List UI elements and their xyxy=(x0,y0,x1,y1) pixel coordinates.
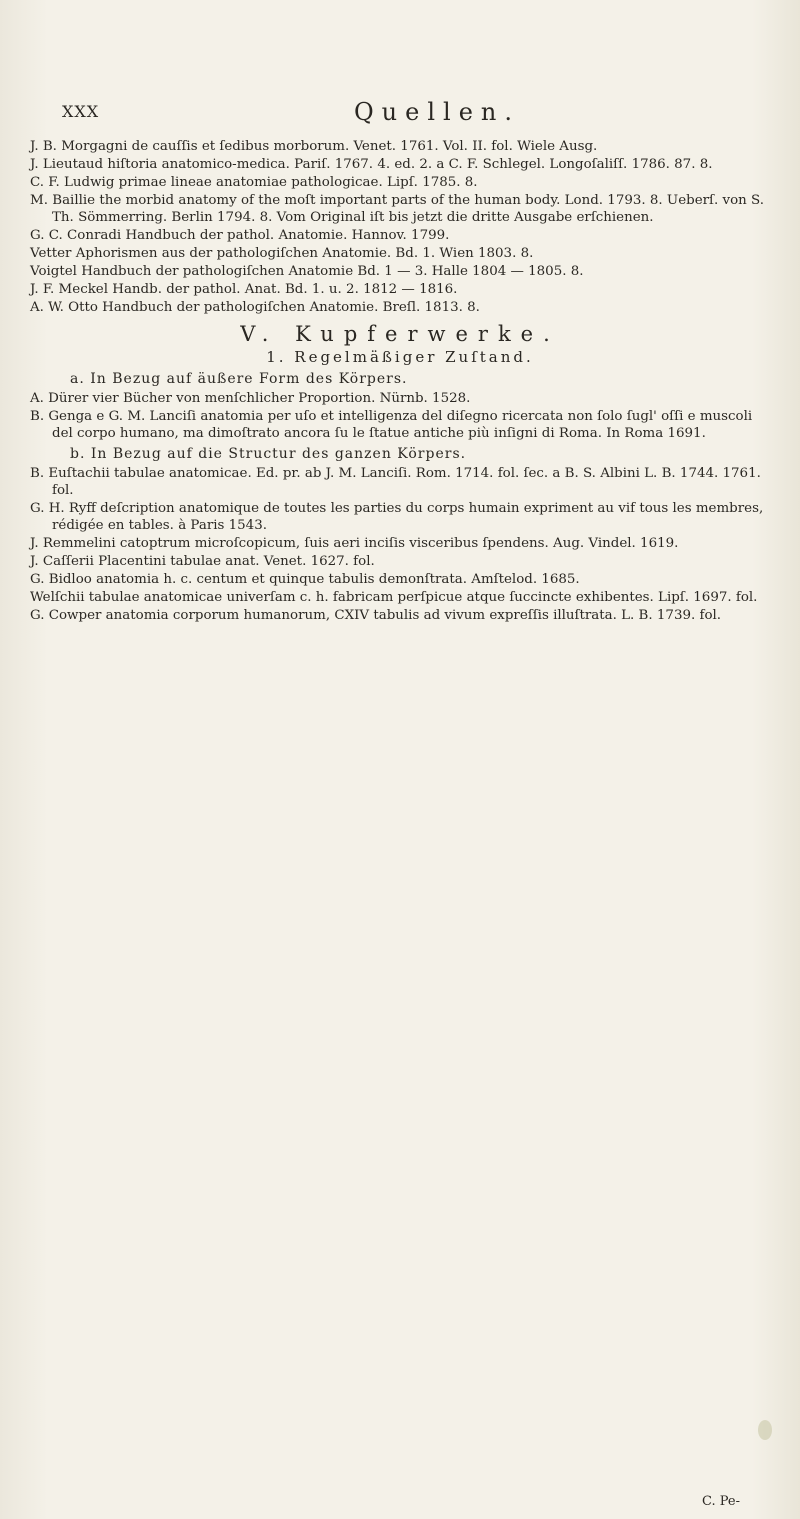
bibliography-entry: G. Cowper anatomia corporum humanorum, CXIV tabulis ad vivum expreſſis illuſtrata. L. B. 1739. fol. xyxy=(30,608,722,623)
running-title: Quellen. xyxy=(354,98,520,126)
bibliography-entry: Vetter Aphorismen aus der pathologiſchen Anatomie. Bd. 1. Wien 1803. 8. xyxy=(30,246,534,261)
paper-stain xyxy=(758,1420,772,1440)
bibliography-entry: J. Caſſerii Placentini tabulae anat. Venet. 1627. fol. xyxy=(30,554,375,569)
subsection-heading: 1. Regelmäßiger Zuſtand. xyxy=(266,348,534,366)
bibliography-entry: A. W. Otto Handbuch der pathologiſchen Anatomie. Breſl. 1813. 8. xyxy=(30,300,480,315)
page-header xyxy=(62,98,742,128)
bibliography-entry: Voigtel Handbuch der pathologiſchen Anatomie Bd. 1 — 3. Halle 1804 — 1805. 8. xyxy=(30,264,584,279)
catchword: C. Pe- xyxy=(702,1494,740,1509)
bibliography-entry: G. C. Conradi Handbuch der pathol. Anatomie. Hannov. 1799. xyxy=(30,228,450,243)
page-number: XXX xyxy=(62,102,100,121)
bibliography-entry: J. F. Meckel Handb. der pathol. Anat. Bd. 1. u. 2. 1812 — 1816. xyxy=(30,282,458,297)
page-content xyxy=(30,138,770,625)
bibliography-entry: J. B. Morgagni de cauſſis et ſedibus morborum. Venet. 1761. Vol. II. fol. Wiele Ausg. xyxy=(30,139,598,154)
subsubsection-a: a. In Bezug auf äußere Form des Körpers. xyxy=(70,371,408,387)
bibliography-entry: Welſchii tabulae anatomicae univerſam c. h. fabricam perſpicue atque ſuccincte exhibentes. Lipſ. 1697. fol. xyxy=(30,590,758,605)
entries-list-a xyxy=(30,390,770,442)
bibliography-entry: B. Genga e G. M. Lanciſi anatomia per uſo et intelligenza del diſegno ricercata non ſolo ſugl' oſſi e muscoli del corpo humano, ma dimoſtrato ancora ſu le ſtatue antiche più inſigni di Roma. In Roma 1691. xyxy=(30,409,753,441)
bibliography-entry: G. Bidloo anatomia h. c. centum et quinque tabulis demonſtrata. Amſtelod. 1685. xyxy=(30,572,580,587)
bibliography-entry: J. Remmelini catoptrum microſcopicum, ſuis aeri inciſis visceribus ſpendens. Aug. Vindel. 1619. xyxy=(30,536,679,551)
bibliography-entry: G. H. Ryff deſcription anatomique de toutes les parties du corps humain expriment au vif tous les membres, rédigée en tables. à Paris 1543. xyxy=(30,501,764,533)
bibliography-entry: M. Baillie the morbid anatomy of the moſt important parts of the human body. Lond. 1793. 8. Ueberſ. von S. Th. Sömmerring. Berlin 1794. 8. Vom Original iſt bis jetzt die dritte Ausgabe erſchienen. xyxy=(30,193,764,225)
bibliography-entry: J. Lieutaud hiſtoria anatomico-medica. Pariſ. 1767. 4. ed. 2. a C. F. Schlegel. Longoſaliſſ. 1786. 87. 8. xyxy=(30,157,713,172)
section-heading: V. Kupferwerke. xyxy=(240,322,560,346)
bibliography-entry: C. F. Ludwig primae lineae anatomiae pathologicae. Lipſ. 1785. 8. xyxy=(30,175,478,190)
entries-list-pathology xyxy=(30,138,770,316)
subsubsection-b: b. In Bezug auf die Structur des ganzen Körpers. xyxy=(70,446,467,462)
bibliography-entry: B. Euſtachii tabulae anatomicae. Ed. pr. ab J. M. Lanciſi. Rom. 1714. fol. ſec. a B. S. Albini L. B. 1744. 1761. fol. xyxy=(30,466,761,498)
bibliography-entry: A. Dürer vier Bücher von menſchlicher Proportion. Nürnb. 1528. xyxy=(30,391,471,406)
entries-list-b xyxy=(30,465,770,624)
